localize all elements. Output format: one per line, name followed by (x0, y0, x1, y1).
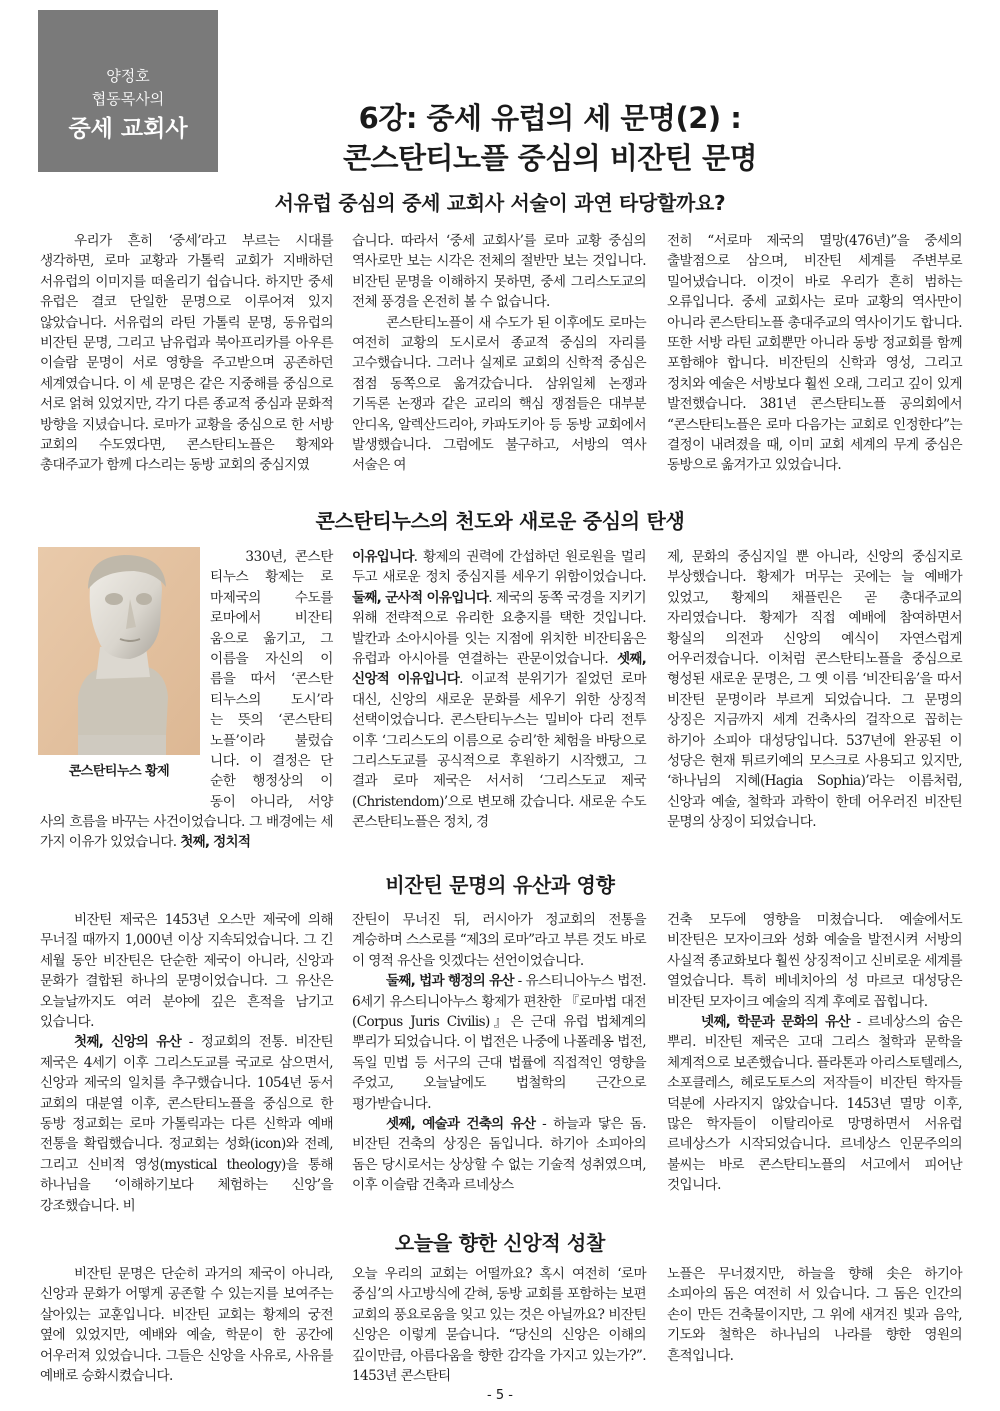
image-caption: 콘스탄티누스 황제 (68, 764, 170, 779)
paragraph (352, 1114, 646, 1196)
wrap-line: 이름을 자신의 이 (210, 651, 333, 668)
wrap-line: 로마에서 비잔티 (210, 610, 333, 627)
section-2-column-2 (352, 547, 646, 833)
paragraph: 오늘 우리의 교회는 어떨까요? 혹시 여전히 ‘로마 중심’의 사고방식에 갇혀, 동방 교회를 포함하는 보편 교회의 풍요로움을 잊고 있는 것은 아닐까요? 비잔틴 신앙은 이렇게 묻습니다. “당신의 신앙은 이해의 깊이만큼, 아름다움을 향한 감각을 가지고 있는가?”. 1453년 콘스탄티 (352, 1266, 646, 1385)
section-3-column-3 (667, 910, 962, 1196)
section-heading-1: 서유럽 중심의 중세 교회사 서술이 과연 타당할까요? (274, 191, 726, 215)
paragraph-text: . 황제의 권력에 간섭하던 원로원을 멀리 두고 새로운 정치 중심지를 세우기 위함이었습니다. (352, 549, 646, 586)
paragraph-text: - 유스티니아누스 법전. 6세기 유스티니아누스 황제가 편찬한 『로마법 대전(Corpus Juris Civilis)』은 근대 유럽 법체계의 뿌리가 되었습니다. 이 법전은 나중에 나폴레옹 법전, 독일 민법 등 서구의 근대 법률에 직접적인 영향을 주었고, 오늘날에도 법철학의 근간으로 평가받습니다. (352, 973, 646, 1112)
paragraph: 우리가 흔히 ‘중세’라고 부르는 시대를 생각하면, 로마 교황과 가톨릭 교회가 지배하던 서유럽의 이미지를 떠올리기 쉽습니다. 하지만 중세 유럽은 결코 단일한 문명으로 이루어져 있지 않았습니다. 서유럽의 라틴 가톨릭 문명, 동유럽의 비잔틴 문명, 그리고 남유럽과 북아프리카를 아우른 이슬람 문명이 서로 영향을 주고받으며 공존하던 세계였습니다. 이 세 문명은 같은 지중해를 중심으로 서로 얽혀 있었지만, 각기 다른 종교적 중심과 문화적 방향을 지녔습니다. 로마가 교황을 중심으로 한 서방 교회의 수도였다면, 콘스탄티노플은 황제와 총대주교가 함께 다스리는 동방 교회의 중심지였 (40, 233, 333, 474)
page-title (230, 98, 870, 178)
wrap-line: 동이 아니라, 서양 (210, 793, 333, 810)
page-number: - 5 - (487, 1388, 513, 1403)
paragraph (40, 812, 333, 853)
series-title: 중세 교회사 (68, 116, 188, 142)
section-4-column-3 (667, 1264, 962, 1366)
wrap-line: 노플’이라 불렀습 (210, 732, 333, 749)
paragraph (40, 1032, 333, 1216)
bold-phrase: 첫째, 정치적 (180, 834, 251, 851)
wrap-line: 마제국의 수도를 (210, 589, 333, 606)
paragraph-text: . 이교적 분위기가 짙었던 로마 대신, 신앙의 새로운 문화를 세우기 위한 상징적 선택이었습니다. 콘스탄티누스는 밀비아 다리 전투 이후 ‘그리스도의 이름으로 승리’한 체험을 바탕으로 그리스도교를 공식적으로 후원하기 시작했고, 그 결과 로마 제국은 서서히 ‘그리스도교 제국(Christendom)’으로 변모해 갔습니다. 새로운 수도 콘스탄티노플은 정치, 경 (352, 671, 646, 831)
paragraph: 전히 “서로마 제국의 멸망(476년)”을 중세의 출발점으로 삼으며, 비잔틴 세계를 주변부로 밀어냈습니다. 이것이 바로 우리가 흔히 범하는 오류입니다. 중세 교회사는 로마 교황의 역사만이 아니라 콘스탄티노플 총대주교의 역사이기도 합니다. 또한 서방 라틴 교회뿐만 아니라 동방 정교회를 함께 포함해야 합니다. 비잔틴의 신학과 영성, 그리고 정치와 예술은 서방보다 훨씬 오래, 그리고 깊이 있게 발전했습니다. 381년 콘스탄티노플 공의회에서 “콘스탄티노플은 로마 다음가는 교회로 인정한다”는 결정이 내려졌을 때, 이미 교회 세계의 무게 중심은 동방으로 옮겨가고 있었습니다. (667, 233, 962, 474)
section-2-column-1-bottom (40, 812, 333, 853)
wrap-line: 순한 행정상의 이 (210, 773, 333, 790)
paragraph: 노플은 무너졌지만, 하늘을 향해 솟은 하기아 소피아의 돔은 여전히 서 있습니다. 그 돔은 인간의 손이 만든 건축물이지만, 그 위에 새겨진 빛과 음악, 기도와 철학은 하나님의 나라를 향한 영원의 흔적입니다. (667, 1266, 962, 1364)
bold-phrase: 셋째, 예술과 건축의 유산 (386, 1116, 536, 1133)
section-1-column-3 (667, 231, 962, 476)
paragraph: 콘스탄티노플이 새 수도가 된 이후에도 로마는 여전히 교황의 도시로서 종교적 중심의 자리를 고수했습니다. 그러나 실제로 교회의 신학적 중심은 점점 동쪽으로 옮겨갔습니다. 삼위일체 논쟁과 기독론 논쟁과 같은 교리의 핵심 쟁점들은 대부분 안디옥, 알렉산드리아, 카파도키아 등 동방 교회에서 발생했습니다. 그럼에도 불구하고, 서방의 역사 서술은 여 (352, 314, 646, 474)
bold-phrase: 이유입니다 (352, 549, 414, 565)
paragraph: 잔틴이 무너진 뒤, 러시아가 정교회의 전통을 계승하며 스스로를 “제3의 로마”라고 부른 것도 바로 이 영적 유산을 잇겠다는 선언이었습니다. (352, 912, 646, 969)
bold-phrase: 넷째, 학문과 문화의 유산 (701, 1014, 850, 1031)
wrap-line: 330년, 콘스탄 (245, 549, 333, 565)
wrap-line: 니다. 이 결정은 단 (210, 753, 333, 770)
paragraph-text: - 르네상스의 숨은 뿌리. 비잔틴 제국은 고대 그리스 철학과 문학을 체계적으로 보존했습니다. 플라톤과 아리스토텔레스, 소포클레스, 헤로도토스의 저작들이 비잔틴 학자들 덕분에 사라지지 않았습니다. 1453년 멸망 이후, 많은 학자들이 이탈리아로 망명하면서 서유럽 르네상스가 시작되었습니다. 르네상스 인문주의의 불씨는 바로 콘스탄티노플의 서고에서 피어난 것입니다. (667, 1014, 962, 1194)
section-heading-2: 콘스탄티누스의 천도와 새로운 중심의 탄생 (315, 509, 685, 533)
section-1-column-2 (352, 231, 646, 476)
section-heading-3: 비잔틴 문명의 유산과 영향 (385, 873, 615, 897)
section-1-column-1 (40, 231, 333, 476)
series-label-box (38, 10, 218, 172)
wrap-line: 움으로 옮기고, 그 (210, 630, 333, 647)
author-line-1: 양정호 (106, 67, 150, 85)
paragraph-text: - 정교회의 전통. 비잔틴 제국은 4세기 이후 그리스도교를 국교로 삼으면서, 신앙과 제국의 일치를 추구했습니다. 1054년 동서 교회의 대분열 이후, 콘스탄티노플을 중심으로 한 동방 정교회는 로마 가톨릭과는 다른 신학과 예배 전통을 확립했습니다. 정교회는 성화(icon)와 전례, 그리고 신비적 영성(mystical theology)을 통해 하나님을 ‘이해하기보다 체험하는 신앙’을 강조했습니다. 비 (40, 1034, 333, 1214)
bust-illustration-icon (38, 547, 200, 755)
paragraph: 건축 모두에 영향을 미쳤습니다. 예술에서도 비잔틴은 모자이크와 성화 예술을 발전시켜 서방의 사실적 종교화보다 훨씬 상징적이고 신비로운 세계를 열었습니다. 특히 베네치아의 성 마르코 대성당은 비잔틴 모자이크 예술의 직계 후예로 꼽힙니다. (667, 912, 962, 1010)
page-title-line-2: 콘스탄티노플 중심의 비잔틴 문명 (343, 141, 757, 175)
paragraph (352, 547, 646, 833)
section-3-column-1 (40, 910, 333, 1216)
paragraph: 비잔틴 제국은 1453년 오스만 제국에 의해 무너질 때까지 1,000년 이상 지속되었습니다. 그 긴 세월 동안 비잔틴은 단순한 제국이 아니라, 신앙과 문화가 결합된 하나의 문명이었습니다. 그 유산은 오늘날까지도 여러 분야에 깊은 흔적을 남기고 있습니다. (40, 912, 333, 1031)
wrap-line: 름을 따서 ‘콘스탄 (210, 671, 333, 688)
section-4-column-1 (40, 1264, 333, 1386)
section-2-column-3 (667, 547, 962, 833)
paragraph (352, 971, 646, 1114)
bold-phrase: 첫째, 신앙의 유산 (74, 1034, 181, 1051)
wrap-line: 티누스 황제는 로 (210, 569, 333, 586)
wrap-line: 티누스의 도시’라 (210, 691, 333, 708)
author-line-2: 협동목사의 (91, 90, 165, 108)
bold-phrase: 둘째, 군사적 이유입니다 (352, 589, 489, 606)
bold-phrase: 둘째, 법과 행정의 유산 (386, 973, 514, 990)
paragraph-text: 사의 흐름을 바꾸는 사건이었습니다. 그 배경에는 세 가지 이유가 있었습니다. (40, 814, 333, 851)
paragraph: 습니다. 따라서 ‘중세 교회사’를 로마 교황 중심의 역사로만 보는 시각은 전체의 절반만 보는 것입니다. 비잔틴 문명을 이해하지 못하면, 중세 그리스도교의 전체 풍경을 온전히 볼 수 없습니다. (352, 233, 646, 311)
page-title-line-1: 6강: 중세 유럽의 세 문명(2) : (358, 101, 742, 135)
bold-phrase: 셋째, 신앙적 이유입니다 (352, 651, 646, 688)
paragraph: 제, 문화의 중심지일 뿐 아니라, 신앙의 중심지로 부상했습니다. 황제가 머무는 곳에는 늘 예배가 있었고, 황제의 채플린은 곧 총대주교의 자리였습니다. 황제가 직접 예배에 참여하면서 황실의 의전과 신앙의 예식이 자연스럽게 어우러졌습니다. 이처럼 콘스탄티노플을 중심으로 형성된 새로운 문명은, 그 옛 이름 ‘비잔티움’을 따서 비잔틴 문명이라 부르게 되었습니다. 그 문명의 상징은 지금까지 세계 건축사의 걸작으로 꼽히는 하기아 소피아 대성당입니다. 537년에 완공된 이 성당은 현재 튀르키예의 모스크로 사용되고 있지만, ‘하나님의 지혜(Hagia Sophia)’라는 이름처럼, 신앙과 예술, 철학과 과학이 한데 어우러진 비잔틴 문명의 상징이 되었습니다. (667, 549, 962, 831)
wrap-line: 는 뜻의 ‘콘스탄티 (210, 712, 333, 729)
paragraph: 비잔틴 문명은 단순히 과거의 제국이 아니라, 신앙과 문화가 어떻게 공존할 수 있는지를 보여주는 살아있는 교훈입니다. 비잔틴 교회는 황제의 궁전 옆에 있었지만, 예배와 예술, 학문이 한 공간에 어우러져 있었습니다. 그들은 신앙을 사유로, 사유를 예배로 승화시켰습니다. (40, 1266, 333, 1385)
constantine-bust-image (38, 547, 200, 755)
section-2-wrap-text (210, 547, 333, 812)
paragraph (667, 1012, 962, 1196)
section-3-column-2 (352, 910, 646, 1196)
paragraph-text: - 하늘과 닿은 돔. 비잔틴 건축의 상징은 돔입니다. 하기아 소피아의 돔은 당시로서는 상상할 수 없는 기술적 성취였으며, 이후 이슬람 건축과 르네상스 (352, 1116, 646, 1194)
section-heading-4: 오늘을 향한 신앙적 성찰 (394, 1231, 606, 1255)
paragraph-text: . 제국의 동쪽 국경을 지키기 위해 전략적으로 유리한 요충지를 택한 것입니다. 발칸과 소아시아를 잇는 지점에 위치한 비잔티움은 유럽과 아시아를 연결하는 관문이었습니다. (352, 589, 647, 668)
section-4-column-2 (352, 1264, 646, 1386)
